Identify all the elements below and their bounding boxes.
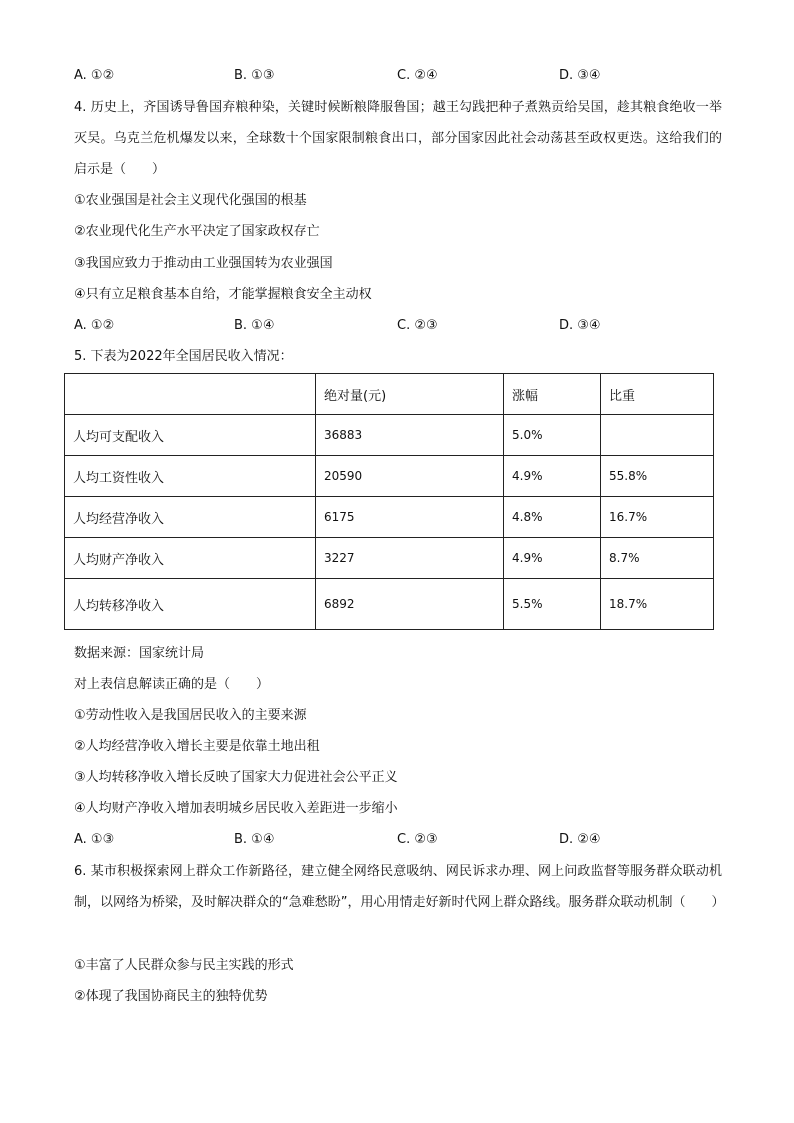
table-header-cell: 比重 [601, 374, 714, 415]
q5-item-1: ①劳动性收入是我国居民收入的主要来源 [74, 708, 307, 723]
q3-options [74, 68, 714, 84]
table-row [65, 579, 714, 630]
q5-data-source: 数据来源：国家统计局 [74, 646, 205, 661]
q3-option-b: B. ①③ [234, 68, 275, 83]
table-cell-amount: 6892 [316, 579, 504, 630]
table-cell-growth: 5.5% [504, 579, 601, 630]
table-cell-share: 18.7% [601, 579, 714, 630]
table-cell-growth: 4.9% [504, 456, 601, 497]
table-cell-label: 人均经营净收入 [65, 497, 316, 538]
table-cell-amount: 6175 [316, 497, 504, 538]
q4-option-b: B. ①④ [234, 318, 275, 333]
table-row [65, 456, 714, 497]
table-header-cell: 绝对量(元) [316, 374, 504, 415]
q5-options [74, 832, 714, 848]
table-row [65, 538, 714, 579]
q4-item-3: ③我国应致力于推动由工业强国转为农业强国 [74, 256, 333, 271]
q3-option-c: C. ②④ [397, 68, 438, 83]
q3-option-d: D. ③④ [559, 68, 601, 83]
table-cell-growth: 4.9% [504, 538, 601, 579]
q3-option-a: A. ①② [74, 68, 115, 83]
q5-item-2: ②人均经营净收入增长主要是依靠土地出租 [74, 739, 320, 754]
table-header-row [65, 374, 714, 415]
q5-option-a: A. ①③ [74, 832, 115, 847]
table-cell-amount: 20590 [316, 456, 504, 497]
q5-option-b: B. ①④ [234, 832, 275, 847]
q4-option-d: D. ③④ [559, 318, 601, 333]
q5-question: 对上表信息解读正确的是（ ） [74, 677, 270, 692]
income-table [64, 373, 714, 630]
q5-item-3: ③人均转移净收入增长反映了国家大力促进社会公平正义 [74, 770, 398, 785]
table-cell-share: 8.7% [601, 538, 714, 579]
table-row [65, 497, 714, 538]
q6-stem: 6. 某市积极探索网上群众工作新路径，建立健全网络民意吸纳、网民诉求办理、网上问政监督等服务群众联动机制，以网络为桥梁，及时解决群众的“急难愁盼”，用心用情走好新时代网上群众路线。服务群众联动机制（ ） [74, 864, 725, 910]
table-header-cell: 涨幅 [504, 374, 601, 415]
table-cell-amount: 3227 [316, 538, 504, 579]
q4-option-a: A. ①② [74, 318, 115, 333]
q4-options [74, 318, 714, 334]
q4-item-1: ①农业强国是社会主义现代化强国的根基 [74, 193, 307, 208]
table-cell-share: 16.7% [601, 497, 714, 538]
q4-item-4: ④只有立足粮食基本自给，才能掌握粮食安全主动权 [74, 287, 372, 302]
q5-intro: 5. 下表为2022年全国居民收入情况： [74, 349, 293, 364]
q4-option-c: C. ②③ [397, 318, 438, 333]
table-cell-label: 人均转移净收入 [65, 579, 316, 630]
table-cell-share: 55.8% [601, 456, 714, 497]
table-cell-growth: 5.0% [504, 415, 601, 456]
table-header-cell [65, 374, 316, 415]
table-cell-share [601, 415, 714, 456]
table-cell-label: 人均可支配收入 [65, 415, 316, 456]
table-cell-amount: 36883 [316, 415, 504, 456]
q5-item-4: ④人均财产净收入增加表明城乡居民收入差距进一步缩小 [74, 801, 398, 816]
table-row [65, 415, 714, 456]
q6-item-1: ①丰富了人民群众参与民主实践的形式 [74, 958, 294, 973]
table-cell-label: 人均财产净收入 [65, 538, 316, 579]
table-cell-growth: 4.8% [504, 497, 601, 538]
q5-option-c: C. ②③ [397, 832, 438, 847]
q4-item-2: ②农业现代化生产水平决定了国家政权存亡 [74, 224, 320, 239]
table-cell-label: 人均工资性收入 [65, 456, 316, 497]
q6-item-2: ②体现了我国协商民主的独特优势 [74, 989, 268, 1004]
q4-stem: 4. 历史上，齐国诱导鲁国弃粮种染，关键时候断粮降服鲁国；越王勾践把种子煮熟贡给吴国，趁其粮食绝收一举灭吴。乌克兰危机爆发以来，全球数十个国家限制粮食出口，部分国家因此社会动荡甚至政权更迭。这给我们的启示是（ ） [74, 100, 722, 177]
q5-option-d: D. ②④ [559, 832, 601, 847]
